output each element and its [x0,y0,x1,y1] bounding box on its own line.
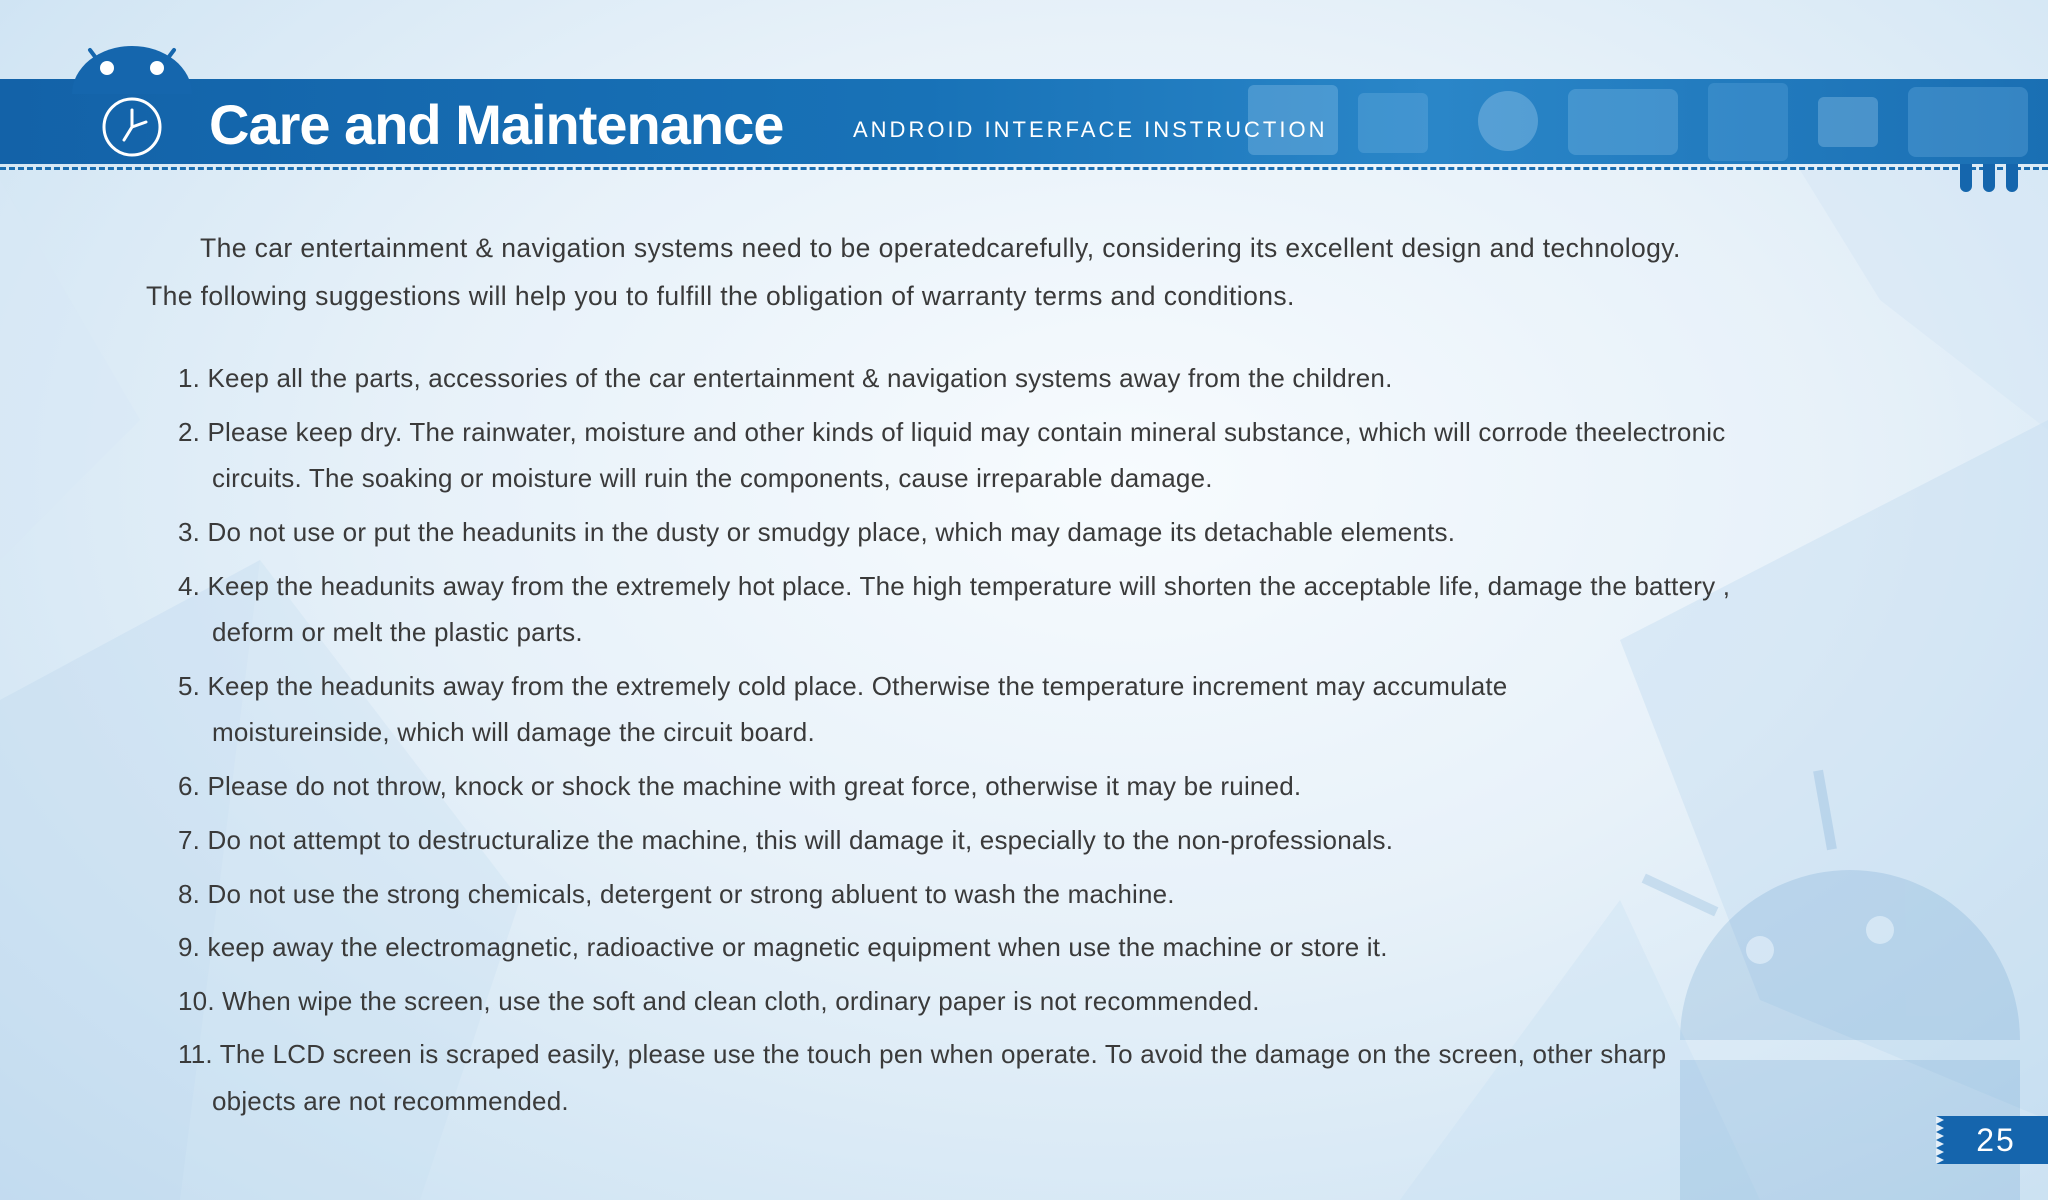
list-item: 11. The LCD screen is scraped easily, please use the touch pen when operate. To avoid the damage on the screen, other sharp [178,1039,1667,1069]
list-item: 6. Please do not throw, knock or shock the machine with great force, otherwise it may be ruined. [178,771,1302,801]
list-item: 7. Do not attempt to destructuralize the machine, this will damage it, especially to the non-professionals. [178,825,1394,855]
intro-paragraph-line: The car entertainment & navigation systems need to be operatedcarefully, considering its excellent design and technology. [200,233,1681,263]
android-mascot-icon [60,22,210,164]
list-item: 9. keep away the electromagnetic, radioactive or magnetic equipment when use the machine or store it. [178,932,1388,962]
list-item: 5. Keep the headunits away from the extremely cold place. Otherwise the temperature increment may accumulate [178,671,1508,701]
list-item: 8. Do not use the strong chemicals, detergent or strong abluent to wash the machine. [178,879,1175,909]
list-item: 10. When wipe the screen, use the soft and clean cloth, ordinary paper is not recommended. [178,986,1260,1016]
page-subtitle: ANDROID INTERFACE INSTRUCTION [853,117,1328,142]
list-item: 3. Do not use or put the headunits in the dusty or smudgy place, which may damage its detachable elements. [178,517,1456,547]
list-item-continuation: moistureinside, which will damage the circuit board. [212,717,815,747]
list-item: 2. Please keep dry. The rainwater, moisture and other kinds of liquid may contain mineral substance, which will corrode theelectronic [178,417,1726,447]
corner-decoration [1958,164,2022,194]
page-title: Care and Maintenance [209,93,784,156]
list-item-continuation: circuits. The soaking or moisture will ruin the components, cause irreparable damage. [212,463,1213,493]
page-number-badge [1936,1116,2048,1164]
list-item-continuation: deform or melt the plastic parts. [212,617,583,647]
list-item: 1. Keep all the parts, accessories of the car entertainment & navigation systems away from the children. [178,363,1393,393]
page-number: 25 [1976,1122,2016,1158]
list-item-continuation: objects are not recommended. [212,1086,569,1116]
header-divider [0,167,2048,170]
header-decoration [1208,79,2048,164]
list-item: 4. Keep the headunits away from the extremely hot place. The high temperature will shorten the acceptable life, damage the battery , [178,571,1731,601]
intro-paragraph-line: The following suggestions will help you to fulfill the obligation of warranty terms and conditions. [146,281,1295,311]
